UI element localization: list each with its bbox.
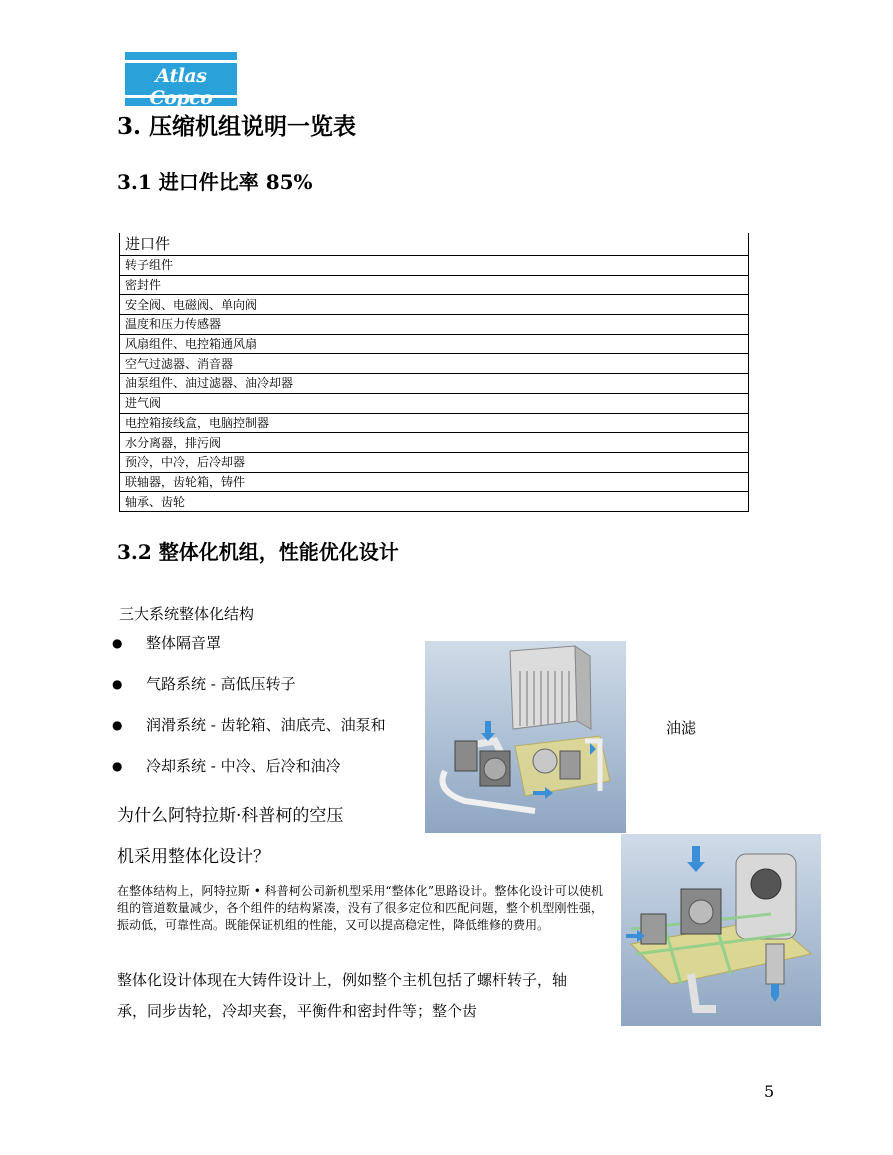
atlas-copco-logo: [125, 52, 237, 109]
table-row: [120, 452, 749, 472]
table-cell: 轴承、齿轮: [120, 492, 749, 512]
list-item: ● 气路系统 - 高低压转子: [112, 675, 296, 693]
oil-filter-text: 油滤: [666, 719, 697, 737]
subsystem-title: 三大系统整体化结构: [119, 605, 255, 623]
table-cell: 油泵组件、油过滤器、油冷却器: [120, 374, 749, 394]
table-row: [120, 374, 749, 394]
list-item-text: 整体隔音罩: [146, 634, 222, 652]
table-row: [120, 413, 749, 433]
compressor-unit-illustration: [425, 641, 626, 833]
casting-design-paragraph: 整体化设计体现在大铸件设计上，例如整个主机包括了螺杆转子，轴承，同步齿轮，冷却夹套，平衡件和密封件等；整个齿: [117, 971, 568, 1020]
why-question-line-2: 机采用整体化设计？: [117, 847, 270, 867]
list-item-text: 润滑系统 - 齿轮箱、油底壳、油泵和: [146, 716, 386, 734]
table-row: [120, 393, 749, 413]
table-header-row: [120, 233, 749, 256]
table-row: [120, 354, 749, 374]
list-item: ● 冷却系统 - 中冷、后冷和油冷: [112, 757, 341, 775]
table-cell: 风扇组件、电控箱通风扇: [120, 334, 749, 354]
subsystem-list: [110, 630, 386, 794]
table-cell: 预冷，中冷，后冷却器: [120, 452, 749, 472]
list-item-text: 气路系统 - 高低压转子: [146, 675, 296, 693]
table-cell: 空气过滤器、消音器: [120, 354, 749, 374]
table-cell: 密封件: [120, 275, 749, 295]
list-item: ● 整体隔音罩: [112, 634, 222, 652]
table-row: [120, 472, 749, 492]
list-item: ● 润滑系统 - 齿轮箱、油底壳、油泵和: [112, 716, 386, 734]
list-item-text: 冷却系统 - 中冷、后冷和油冷: [146, 757, 341, 775]
table-cell: 转子组件: [120, 256, 749, 276]
table-row: [120, 256, 749, 276]
table-row: [120, 295, 749, 315]
table-row: [120, 334, 749, 354]
table-header-cell: 进口件: [120, 233, 749, 256]
table-row: [120, 433, 749, 453]
table-row: [120, 492, 749, 512]
page-number: 5: [764, 1082, 775, 1101]
table-cell: 电控箱接线盒，电脑控制器: [120, 413, 749, 433]
table-row: [120, 275, 749, 295]
table-cell: 安全阀、电磁阀、单向阀: [120, 295, 749, 315]
page-heading: 3. 压缩机组说明一览表: [117, 113, 357, 140]
table-cell: 温度和压力传感器: [120, 315, 749, 335]
table-row: [120, 315, 749, 335]
integrated-design-paragraph: 在整体结构上，阿特拉斯 • 科普柯公司新机型采用“整体化”思路设计。整体化设计可以使机组的管道数量减少，各个组件的结构紧凑，没有了很多定位和匹配问题，整个机型刚性强，振动低，可靠性高。既能保证机组的性能，又可以提高稳定性，降低维修的费用。: [117, 884, 603, 932]
section-2-title: 3.2 整体化机组，性能优化设计: [117, 540, 399, 564]
compressor-internals-illustration: [621, 834, 821, 1026]
table-cell: 联轴器，齿轮箱，铸件: [120, 472, 749, 492]
section-1-title: 3.1 进口件比率 85%: [117, 170, 313, 194]
why-question-line-1: 为什么阿特拉斯·科普柯的空压: [117, 806, 344, 826]
logo-text: Atlas Copco: [149, 65, 213, 109]
imported-parts-table: [119, 233, 749, 512]
table-cell: 水分离器，排污阀: [120, 433, 749, 453]
table-cell: 进气阀: [120, 393, 749, 413]
